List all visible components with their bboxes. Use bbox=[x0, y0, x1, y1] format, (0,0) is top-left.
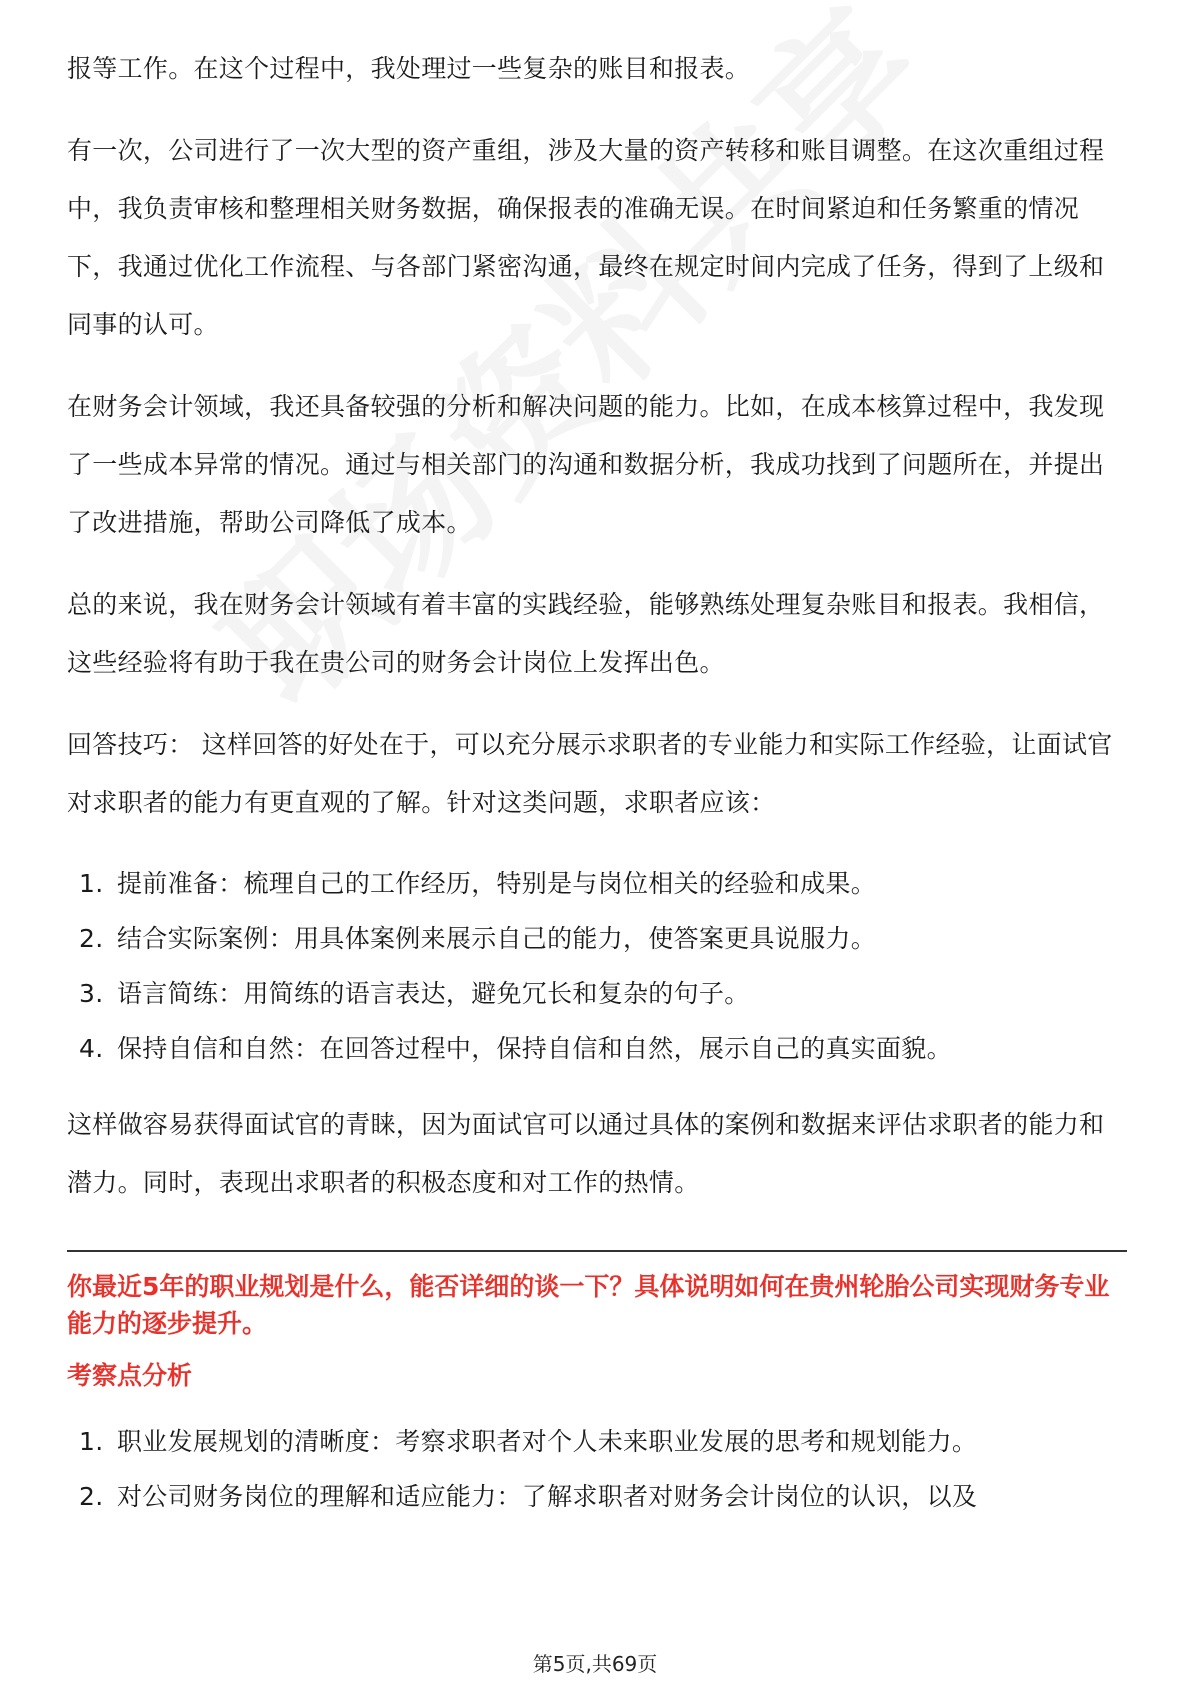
list-item-text: 对公司财务岗位的理解和适应能力：了解求职者对财务会计岗位的认识，以及 bbox=[117, 1482, 978, 1511]
list-item-text: 语言简练：用简练的语言表达，避免冗长和复杂的句子。 bbox=[117, 979, 750, 1008]
list-item-text: 结合实际案例：用具体案例来展示自己的能力，使答案更具说服力。 bbox=[117, 924, 877, 953]
analysis-heading: 考察点分析 bbox=[67, 1361, 193, 1390]
list-item bbox=[67, 966, 1127, 1021]
section-divider bbox=[67, 1250, 1127, 1252]
list-item bbox=[67, 1469, 1127, 1524]
list-item-number: 4. bbox=[79, 1034, 104, 1063]
paragraph-analysis-ability: 在财务会计领域，我还具备较强的分析和解决问题的能力。比如，在成本核算过程中，我发现了一些成本异常的情况。通过与相关部门的沟通和数据分析，我成功找到了问题所在，并提出了改进措施，帮助公司降低了成本。 bbox=[67, 392, 1105, 537]
list-item bbox=[67, 911, 1127, 966]
list-item bbox=[67, 856, 1127, 911]
paragraph-summary: 总的来说，我在财务会计领域有着丰富的实践经验，能够熟练处理复杂账目和报表。我相信，这些经验将有助于我在贵公司的财务会计岗位上发挥出色。 bbox=[67, 590, 1105, 677]
list-item bbox=[67, 1021, 1127, 1076]
page-number: 第5页,共69页 bbox=[532, 1652, 658, 1676]
list-item-text: 保持自信和自然：在回答过程中，保持自信和自然，展示自己的真实面貌。 bbox=[117, 1034, 952, 1063]
list-item-text: 提前准备：梳理自己的工作经历，特别是与岗位相关的经验和成果。 bbox=[117, 869, 877, 898]
analysis-list bbox=[67, 1414, 1127, 1524]
list-item-number: 2. bbox=[79, 1482, 104, 1511]
list-item-number: 1. bbox=[79, 869, 104, 898]
list-item-number: 2. bbox=[79, 924, 104, 953]
list-item-number: 3. bbox=[79, 979, 104, 1008]
paragraph-restructuring: 有一次，公司进行了一次大型的资产重组，涉及大量的资产转移和账目调整。在这次重组过程中，我负责审核和整理相关财务数据，确保报表的准确无误。在时间紧迫和任务繁重的情况下，我通过优化工作流程、与各部门紧密沟通，最终在规定时间内完成了任务，得到了上级和同事的认可。 bbox=[67, 136, 1105, 339]
tips-list bbox=[67, 856, 1127, 1076]
page-content bbox=[67, 40, 1127, 1544]
list-item-number: 1. bbox=[79, 1427, 104, 1456]
paragraph-answer-tips: 回答技巧： 这样回答的好处在于，可以充分展示求职者的专业能力和实际工作经验，让面试官对求职者的能力有更直观的了解。针对这类问题，求职者应该： bbox=[67, 730, 1113, 817]
interview-question: 你最近5年的职业规划是什么，能否详细的谈一下？具体说明如何在贵州轮胎公司实现财务专业能力的逐步提升。 bbox=[67, 1272, 1110, 1338]
list-item-text: 职业发展规划的清晰度：考察求职者对个人未来职业发展的思考和规划能力。 bbox=[117, 1427, 978, 1456]
paragraph-closing: 这样做容易获得面试官的青睐，因为面试官可以通过具体的案例和数据来评估求职者的能力和潜力。同时，表现出求职者的积极态度和对工作的热情。 bbox=[67, 1110, 1105, 1197]
list-item bbox=[67, 1414, 1127, 1469]
paragraph-intro-continued: 报等工作。在这个过程中，我处理过一些复杂的账目和报表。 bbox=[67, 54, 751, 83]
